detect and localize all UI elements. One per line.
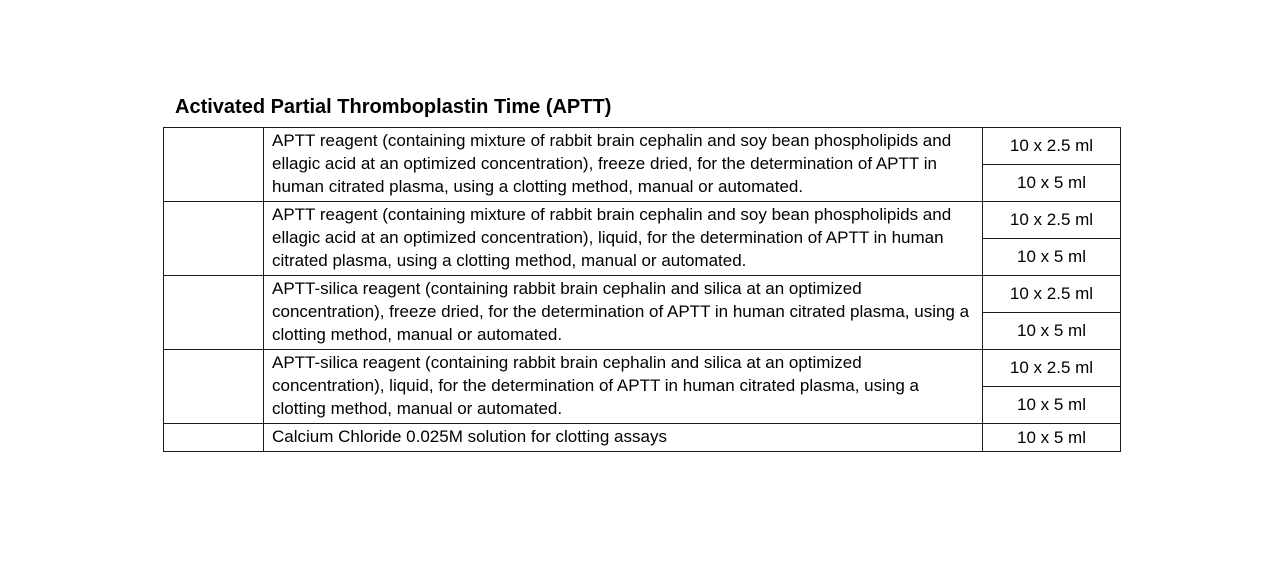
pack-size-cell: 10 x 2.5 ml bbox=[983, 350, 1121, 387]
products-table bbox=[163, 127, 1121, 452]
product-description-cell: APTT-silica reagent (containing rabbit brain cephalin and silica at an optimized concentration), freeze dried, for the determination of APTT in human citrated plasma, using a clotting method, manual or automated. bbox=[264, 276, 983, 350]
product-code-cell bbox=[164, 276, 264, 350]
table-row bbox=[164, 350, 1121, 387]
pack-size-cell: 10 x 5 ml bbox=[983, 239, 1121, 276]
table-row bbox=[164, 276, 1121, 313]
product-description-cell: APTT-silica reagent (containing rabbit brain cephalin and silica at an optimized concentration), liquid, for the determination of APTT in human citrated plasma, using a clotting method, manual or automated. bbox=[264, 350, 983, 424]
pack-size-cell: 10 x 2.5 ml bbox=[983, 128, 1121, 165]
pack-size-cell: 10 x 5 ml bbox=[983, 387, 1121, 424]
product-description-cell: Calcium Chloride 0.025M solution for clotting assays bbox=[264, 424, 983, 452]
product-code-cell bbox=[164, 350, 264, 424]
pack-size-cell: 10 x 5 ml bbox=[983, 165, 1121, 202]
table-row bbox=[164, 424, 1121, 452]
product-code-cell bbox=[164, 424, 264, 452]
pack-size-cell: 10 x 2.5 ml bbox=[983, 202, 1121, 239]
products-table-body bbox=[164, 128, 1121, 452]
document-page bbox=[163, 96, 1120, 452]
product-code-cell bbox=[164, 202, 264, 276]
table-row bbox=[164, 128, 1121, 165]
product-code-cell bbox=[164, 128, 264, 202]
product-description-cell: APTT reagent (containing mixture of rabbit brain cephalin and soy bean phospholipids and ellagic acid at an optimized concentration), liquid, for the determination of APTT in human citrated plasma, using a clotting method, manual or automated. bbox=[264, 202, 983, 276]
pack-size-cell: 10 x 2.5 ml bbox=[983, 276, 1121, 313]
section-title: Activated Partial Thromboplastin Time (APTT) bbox=[175, 96, 612, 118]
product-description-cell: APTT reagent (containing mixture of rabbit brain cephalin and soy bean phospholipids and ellagic acid at an optimized concentration), freeze dried, for the determination of APTT in human citrated plasma, using a clotting method, manual or automated. bbox=[264, 128, 983, 202]
pack-size-cell: 10 x 5 ml bbox=[983, 313, 1121, 350]
pack-size-cell: 10 x 5 ml bbox=[983, 424, 1121, 452]
table-row bbox=[164, 202, 1121, 239]
